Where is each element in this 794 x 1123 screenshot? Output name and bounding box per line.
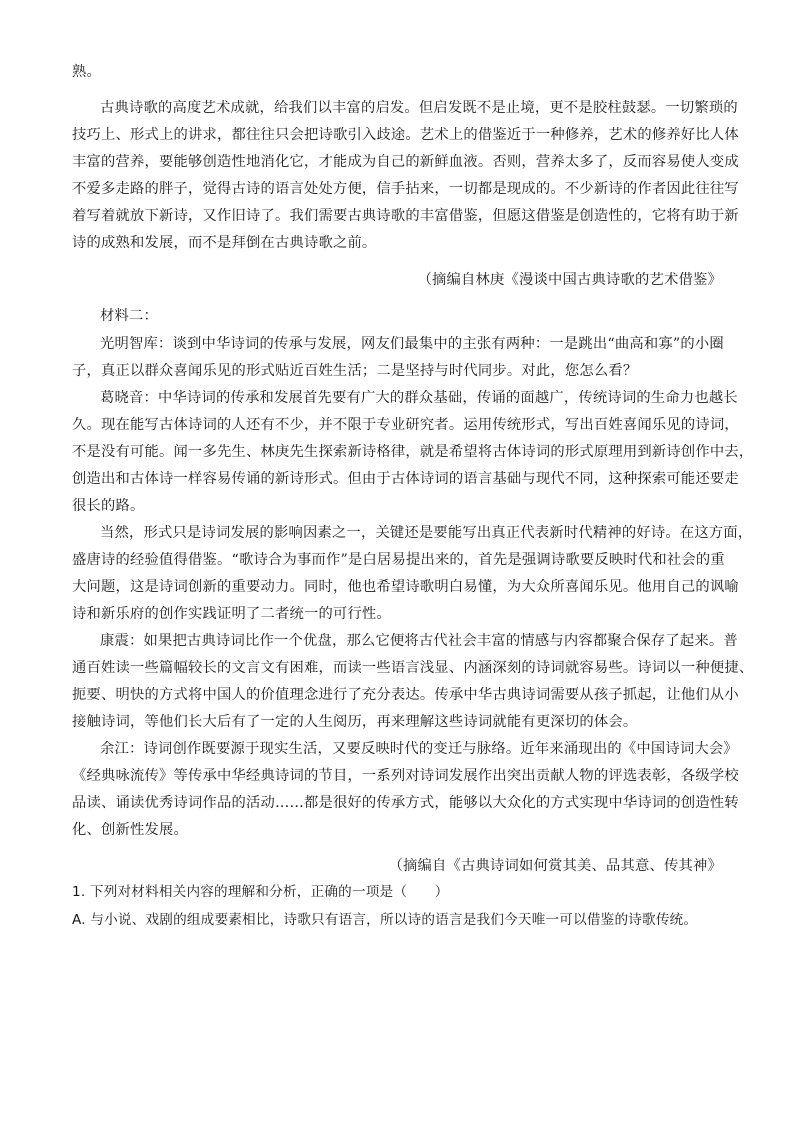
section-heading: 材料二： <box>100 308 158 324</box>
option-a: A. 与小说、戏剧的组成要素相比，诗歌只有语言，所以诗的语言是我们今天唯一可以借鉴的诗歌传统。 <box>72 912 698 928</box>
text-line: 接触诗词，等他们长大后有了一定的人生阅历，再来理解这些诗词就能有更深切的体会。 <box>72 714 638 730</box>
text-line: 当然，形式只是诗词发展的影响因素之一，关键还是要能写出真正代表新时代精神的好诗。在这方面， <box>100 525 753 541</box>
text-line: 《经典咏流传》等传承中华经典诗词的节目，一系列对诗词发展作出突出贡献人物的评选表彰，各级学校 <box>72 768 739 784</box>
text-line: 不爱多走路的胖子，觉得古诗的语言处处方便，信手拈来，一切都是现成的。不少新诗的作者因此往往写 <box>72 181 739 197</box>
text-line: 化、创新性发展。 <box>72 822 188 838</box>
text-line: 久。现在能写古体诗词的人还有不少，并不限于专业研究者。运用传统形式，写出百姓喜闻乐见的诗词， <box>72 417 739 433</box>
text-line: 扼要、明快的方式将中国人的价值理念进行了充分表达。传承中华古典诗词需要从孩子抓起，让他们从小 <box>72 687 739 703</box>
question-stem: 1. 下列对材料相关内容的理解和分析，正确的一项是（ ） <box>72 884 449 900</box>
text-line: 技巧上、形式上的讲求，都往往只会把诗歌引入歧途。艺术上的借鉴近于一种修养，艺术的修养好比人体 <box>72 127 739 143</box>
text-line: 葛晓音：中华诗词的传承和发展首先要有广大的群众基础，传诵的面越广，传统诗词的生命力也越长 <box>100 390 738 406</box>
text-line: 诗和新乐府的创作实践证明了二者统一的可行性。 <box>72 606 391 622</box>
source-citation: （摘编自林庚《漫谈中国古典诗歌的艺术借鉴》 <box>417 272 722 288</box>
text-line: 创造出和古体诗一样容易传诵的新诗形式。但由于古体诗词的语言基础与现代不同，这种探索可能还要走 <box>72 471 739 487</box>
text-line: 品读、诵读优秀诗词作品的活动……都是很好的传承方式，能够以大众化的方式实现中华诗词的创造性转 <box>72 795 739 811</box>
text-line: 康震：如果把古典诗词比作一个优盘，那么它便将古代社会丰富的情感与内容都聚合保存了起来。普 <box>100 633 738 649</box>
text-line: 子，真正以群众喜闻乐见的形式贴近百姓生活；二是坚持与时代同步。对此，您怎么看？ <box>72 363 638 379</box>
text-line: 不是没有可能。闻一多先生、林庚先生探索新诗格律，就是希望将古体诗词的形式原理用到新诗创作中去， <box>72 444 754 460</box>
text-line: 古典诗歌的高度艺术成就，给我们以丰富的启发。但启发既不是止境，更不是胶柱鼓瑟。一切繁琐的 <box>100 100 738 116</box>
text-line: 通百姓读一些篇幅较长的文言文有困难，而读一些语言浅显、内涵深刻的诗词就容易些。诗词以一种便捷、 <box>72 660 754 676</box>
text-line: 着写着就放下新诗，又作旧诗了。我们需要古典诗歌的丰富借鉴，但愿这借鉴是创造性的，它将有助于新 <box>72 208 739 224</box>
text-line: 很长的路。 <box>72 498 145 514</box>
text-line: 盛唐诗的经验值得借鉴。“歌诗合为事而作”是白居易提出来的，首先是强调诗歌要反映时代和社会的重 <box>72 552 725 568</box>
text-line: 余江：诗词创作既要源于现实生活，又要反映时代的变迁与脉络。近年来涌现出的《中国诗词大会》 <box>100 741 738 757</box>
text-line: 熟。 <box>72 64 101 80</box>
source-citation: （摘编自《古典诗词如何赏其美、品其意、传其神》 <box>388 858 722 874</box>
text-line: 诗的成熟和发展，而不是拜倒在古典诗歌之前。 <box>72 235 377 251</box>
text-line: 丰富的营养，要能够创造性地消化它，才能成为自己的新鲜血液。否则，营养太多了，反而容易使人变成 <box>72 154 739 170</box>
text-line: 光明智库：谈到中华诗词的传承与发展，网友们最集中的主张有两种：一是跳出“曲高和寡”的小圈 <box>100 336 724 352</box>
text-line: 大问题，这是诗词创新的重要动力。同时，他也希望诗歌明白易懂，为大众所喜闻乐见。他用自己的讽喻 <box>72 579 739 595</box>
